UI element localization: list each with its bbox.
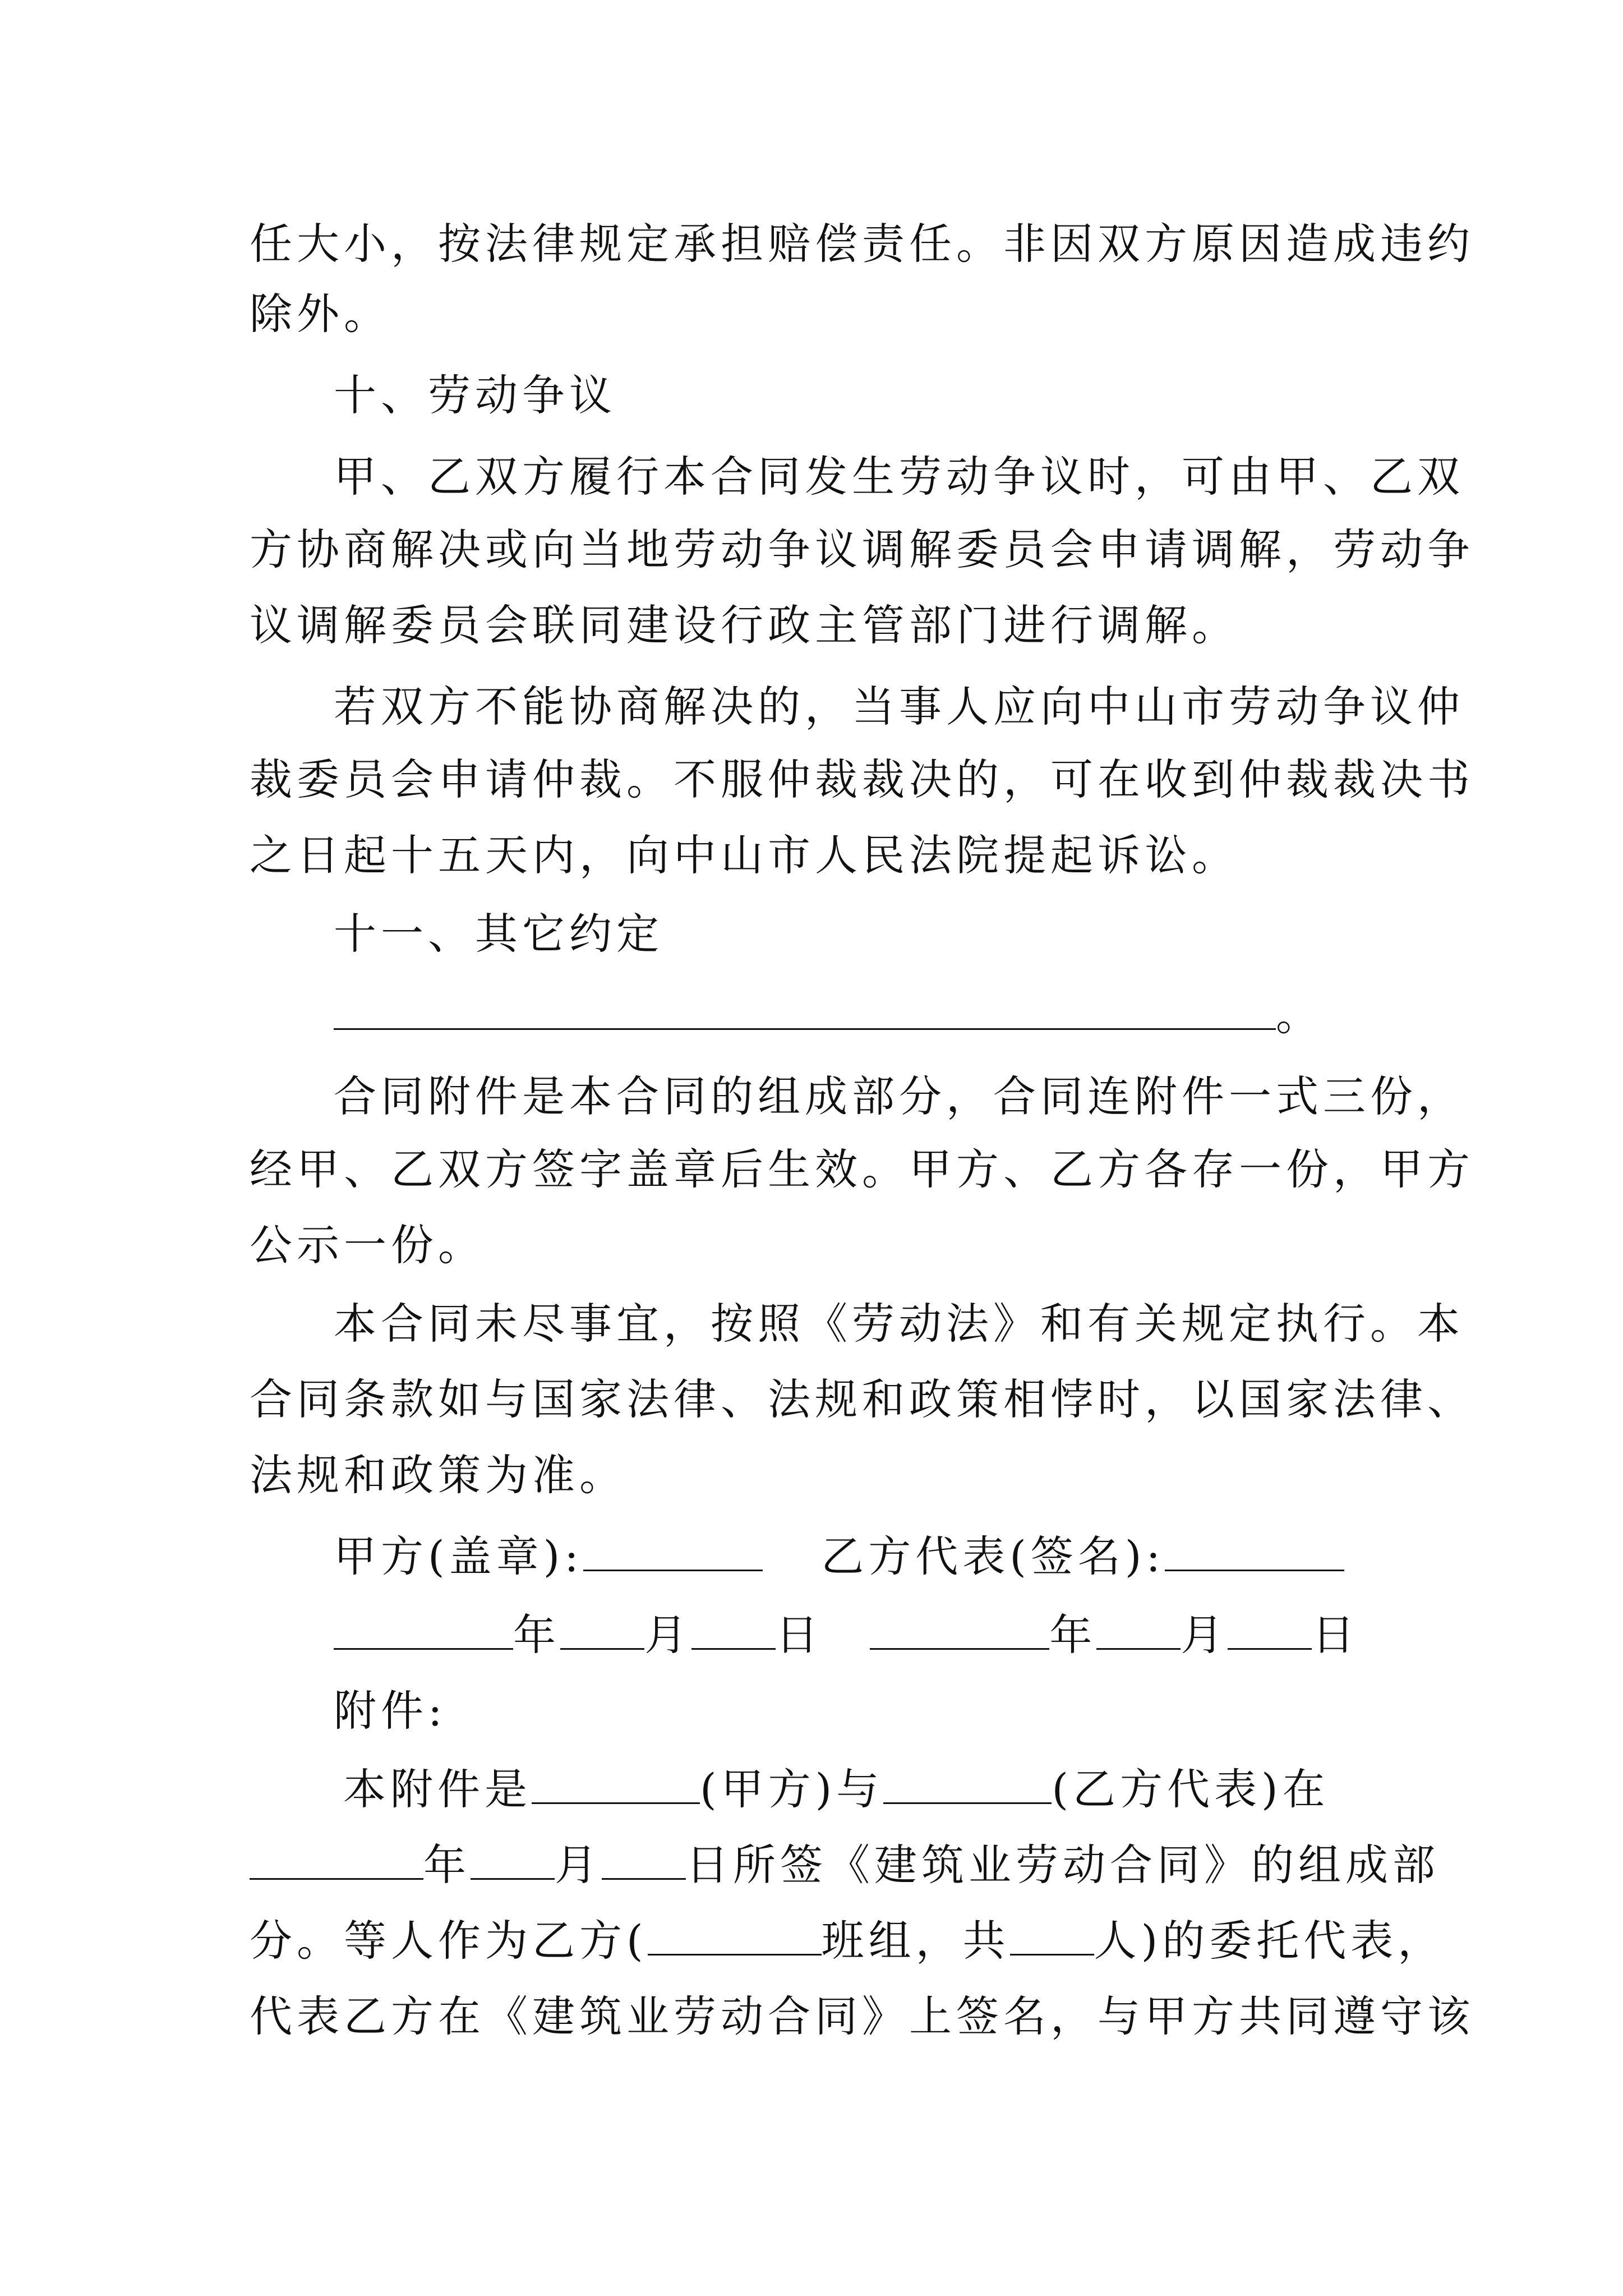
month-label: 月 bbox=[644, 1610, 691, 1660]
attachment-text: 人)的委托代表， bbox=[1094, 1916, 1445, 1966]
attachment-heading: 附件: bbox=[334, 1686, 447, 1736]
text-line: 法规和政策为准。 bbox=[250, 1450, 626, 1500]
attachment-text: (乙方代表)在 bbox=[1052, 1764, 1330, 1814]
day-blank bbox=[1228, 1613, 1312, 1650]
attachment-text: 班组，共 bbox=[821, 1916, 1010, 1966]
day-label: 日 bbox=[1312, 1610, 1359, 1660]
party-b-name-blank bbox=[883, 1768, 1052, 1804]
month-label: 月 bbox=[1181, 1610, 1228, 1660]
month-blank bbox=[1096, 1613, 1181, 1650]
day-blank bbox=[691, 1613, 776, 1650]
attachment-line bbox=[343, 1747, 1409, 1832]
date-line bbox=[334, 1593, 1399, 1677]
attachment-text: (甲方)与 bbox=[700, 1764, 884, 1814]
headcount-blank bbox=[1010, 1919, 1094, 1955]
signature-line bbox=[334, 1515, 1399, 1599]
text-line: 方协商解决或向当地劳动争议调解委员会申请调解，劳动争 bbox=[250, 524, 1474, 574]
text-line: 除外。 bbox=[250, 289, 391, 339]
party-b-signature-label: 乙方代表(签名): bbox=[821, 1531, 1165, 1581]
month-blank bbox=[471, 1843, 555, 1880]
text-line: 合同条款如与国家法律、法规和政策相悖时，以国家法律、 bbox=[250, 1374, 1474, 1424]
text-line: 甲、乙双方履行本合同发生劳动争议时，可由甲、乙双 bbox=[334, 452, 1464, 501]
year-label: 年 bbox=[513, 1610, 560, 1660]
attachment-line bbox=[250, 1823, 1440, 1907]
text-line: 之日起十五天内，向中山市人民法院提起诉讼。 bbox=[250, 830, 1239, 880]
text-line: 本合同未尽事宜，按照《劳动法》和有关规定执行。本 bbox=[334, 1299, 1464, 1349]
section-heading-other-agreements: 十一、其它约定 bbox=[334, 909, 663, 959]
year-label: 年 bbox=[423, 1840, 471, 1890]
month-label: 月 bbox=[555, 1840, 602, 1890]
party-a-seal-label: 甲方(盖章): bbox=[334, 1531, 583, 1581]
attachment-text: 本附件是 bbox=[343, 1764, 532, 1814]
team-name-blank bbox=[648, 1919, 822, 1955]
day-blank bbox=[602, 1843, 686, 1880]
party-a-seal-blank bbox=[583, 1535, 763, 1571]
text-line: 代表乙方在《建筑业劳动合同》上签名，与甲方共同遵守该 bbox=[250, 1991, 1474, 2041]
other-agreements-blank-line bbox=[334, 973, 1399, 1057]
period-mark: 。 bbox=[1276, 990, 1323, 1040]
section-heading-labor-dispute: 十、劳动争议 bbox=[334, 370, 616, 420]
year-label: 年 bbox=[1049, 1610, 1097, 1660]
day-label: 日 bbox=[776, 1610, 823, 1660]
text-line: 裁委员会申请仲裁。不服仲裁裁决的，可在收到仲裁裁决书 bbox=[250, 754, 1474, 804]
year-blank bbox=[250, 1843, 423, 1880]
year-blank bbox=[334, 1613, 513, 1650]
year-blank bbox=[870, 1613, 1049, 1650]
attachment-text: 分。等人作为乙方( bbox=[250, 1916, 648, 1966]
month-blank bbox=[560, 1613, 644, 1650]
text-line: 若双方不能协商解决的，当事人应向中山市劳动争议仲 bbox=[334, 682, 1464, 731]
attachment-text: 日所签《建筑业劳动合同》的组成部 bbox=[686, 1840, 1440, 1890]
text-line: 合同附件是本合同的组成部分，合同连附件一式三份， bbox=[334, 1071, 1464, 1121]
text-line: 公示一份。 bbox=[250, 1220, 485, 1270]
text-line: 议调解委员会联同建设行政主管部门进行调解。 bbox=[250, 600, 1239, 650]
text-line: 任大小，按法律规定承担赔偿责任。非因双方原因造成违约 bbox=[250, 219, 1474, 269]
text-line: 经甲、乙双方签字盖章后生效。甲方、乙方各存一份，甲方 bbox=[250, 1144, 1474, 1194]
party-a-name-blank bbox=[532, 1768, 700, 1804]
party-b-signature-blank bbox=[1165, 1535, 1344, 1571]
fill-in-blank bbox=[334, 993, 1276, 1030]
attachment-line bbox=[250, 1899, 1445, 1983]
